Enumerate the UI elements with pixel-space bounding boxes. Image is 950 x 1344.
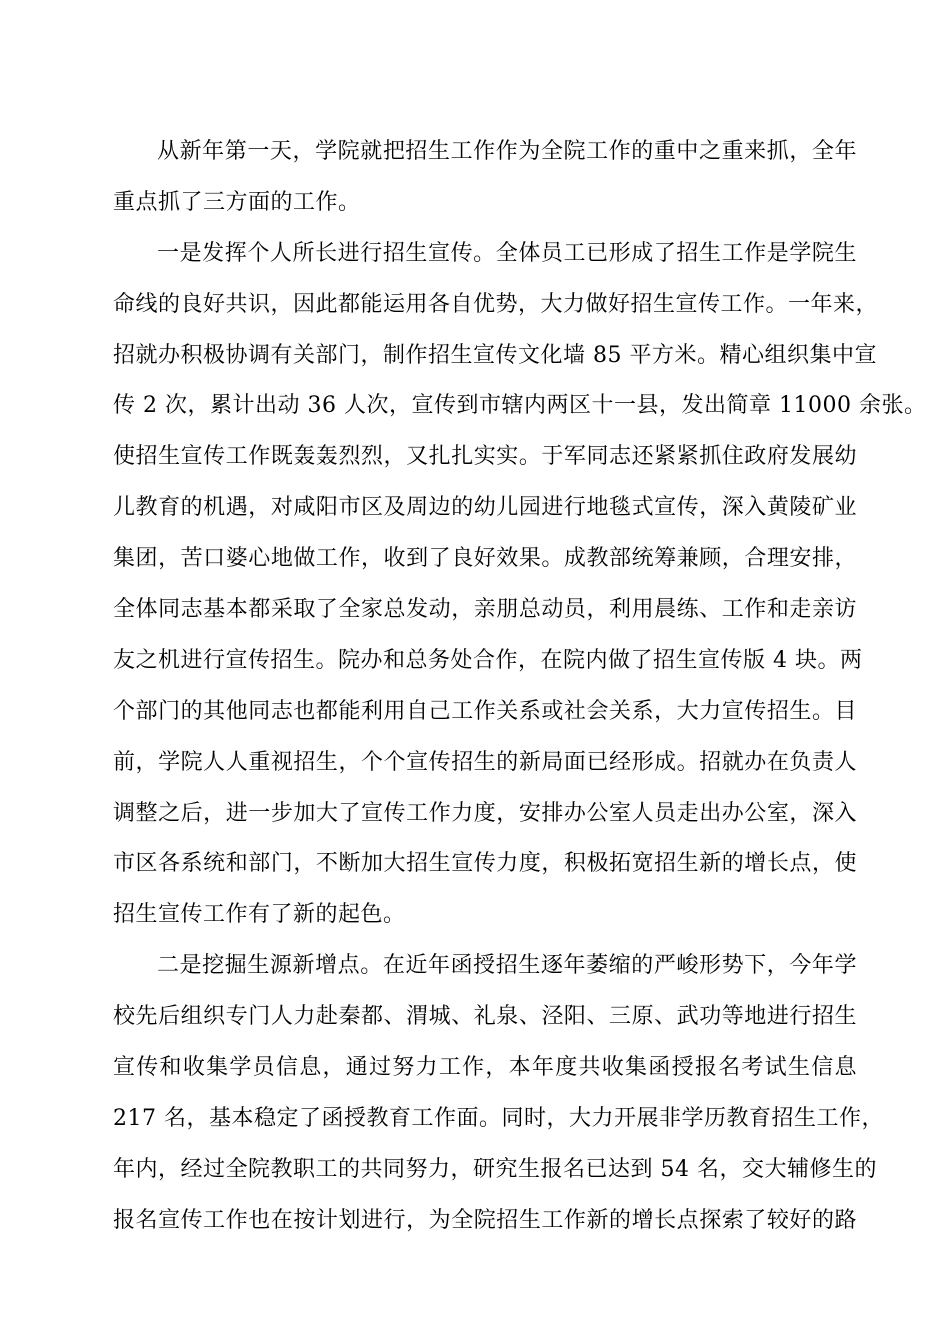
paragraph-2-line-13: 市区各系统和部门，不断加大招生宣传力度，积极拓宽招生新的增长点，使 bbox=[113, 851, 857, 877]
paragraph-3-line-1: 二是挖掘生源新增点。在近年函授招生逐年萎缩的严峻形势下，今年学 bbox=[157, 953, 857, 979]
paragraph-2-line-5: 使招生宣传工作既轰轰烈烈，又扎扎实实。于军同志还紧紧抓住政府发展幼 bbox=[113, 444, 857, 470]
paragraph-3-line-4: 217 名，基本稳定了函授教育工作面。同时，大力开展非学历教育招生工作， bbox=[113, 1105, 884, 1131]
paragraph-2-line-14: 招生宣传工作有了新的起色。 bbox=[113, 902, 406, 928]
paragraph-2-line-2: 命线的良好共识，因此都能运用各自优势，大力做好招生宣传工作。一年来， bbox=[113, 291, 879, 317]
paragraph-2-line-3: 招就办积极协调有关部门，制作招生宣传文化墙 85 平方米。精心组织集中宣 bbox=[113, 342, 877, 368]
paragraph-3-line-5: 年内，经过全院教职工的共同努力，研究生报名已达到 54 名，交大辅修生的 bbox=[113, 1156, 877, 1182]
paragraph-2-line-4: 传 2 次，累计出动 36 人次，宣传到市辖内两区十一县，发出简章 11000 余张。 bbox=[113, 393, 927, 419]
paragraph-2-line-12: 调整之后，进一步加大了宣传工作力度，安排办公室人员走出办公室，深入 bbox=[113, 800, 857, 826]
paragraph-3-line-6: 报名宣传工作也在按计划进行，为全院招生工作新的增长点探索了较好的路 bbox=[113, 1207, 857, 1233]
paragraph-1-line-1: 从新年第一天，学院就把招生工作作为全院工作的重中之重来抓，全年 bbox=[157, 139, 857, 164]
paragraph-2-line-6: 儿教育的机遇，对咸阳市区及周边的幼儿园进行地毯式宣传，深入黄陵矿业 bbox=[113, 495, 857, 521]
paragraph-2-line-11: 前，学院人人重视招生，个个宣传招生的新局面已经形成。招就办在负责人 bbox=[113, 749, 857, 775]
paragraph-2-line-8: 全体同志基本都采取了全家总发动，亲朋总动员，利用晨练、工作和走亲访 bbox=[113, 597, 857, 623]
document-body bbox=[113, 127, 927, 1247]
paragraph-2-line-7: 集团，苦口婆心地做工作，收到了良好效果。成教部统筹兼顾，合理安排， bbox=[113, 546, 857, 572]
paragraph-2-line-1: 一是发挥个人所长进行招生宣传。全体员工已形成了招生工作是学院生 bbox=[157, 240, 857, 266]
paragraph-2-line-10: 个部门的其他同志也都能利用自己工作关系或社会关系，大力宣传招生。目 bbox=[113, 698, 857, 724]
paragraph-3-line-2: 校先后组织专门人力赴秦都、渭城、礼泉、泾阳、三原、武功等地进行招生 bbox=[113, 1004, 857, 1030]
paragraph-1-line-2: 重点抓了三方面的工作。 bbox=[113, 189, 361, 215]
paragraph-2-line-9: 友之机进行宣传招生。院办和总务处合作，在院内做了招生宣传版 4 块。两 bbox=[113, 647, 863, 673]
paragraph-3-line-3: 宣传和收集学员信息，通过努力工作，本年度共收集函授报名考试生信息 bbox=[113, 1055, 857, 1081]
